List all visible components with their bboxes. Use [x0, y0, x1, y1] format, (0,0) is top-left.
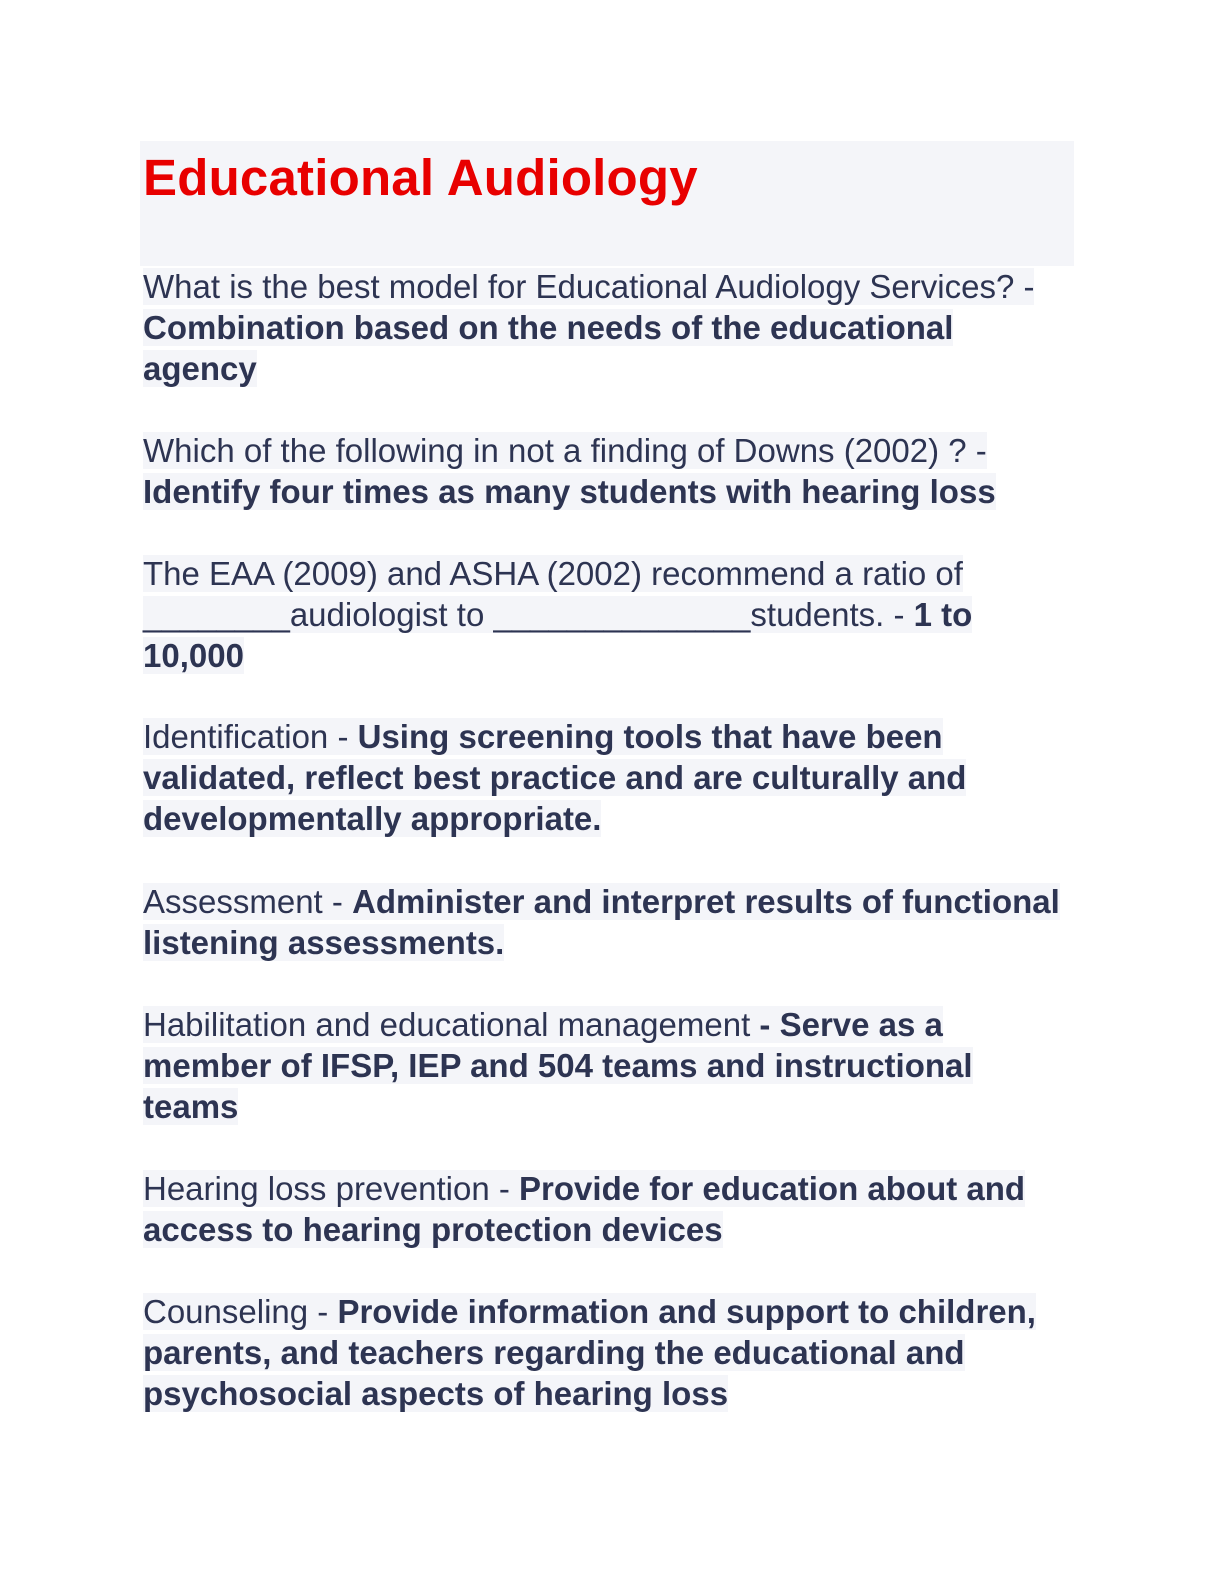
qa-question: Identification - [143, 718, 358, 755]
title-block [140, 141, 1074, 266]
qa-answer: - Serve as a member of IFSP, IEP and 504 teams and instructional teams [143, 1006, 973, 1125]
qa-item [143, 1291, 1073, 1414]
document-title: Educational Audiology [143, 149, 698, 206]
qa-answer: Administer and interpret results of functional listening assessments. [143, 883, 1060, 961]
qa-item [143, 716, 1073, 839]
qa-item [143, 266, 1073, 389]
qa-item [143, 881, 1073, 963]
qa-answer: Combination based on the needs of the educational agency [143, 309, 954, 387]
qa-question: What is the best model for Educational Audiology Services? - [143, 268, 1035, 305]
qa-item [143, 430, 1073, 512]
qa-item [143, 1004, 1073, 1127]
qa-answer: 1 to 10,000 [143, 596, 973, 674]
qa-question: Assessment - [143, 883, 353, 920]
qa-question: Habilitation and educational management [143, 1006, 760, 1043]
qa-answer: Provide for education about and access to hearing protection devices [143, 1170, 1026, 1248]
qa-answer: Provide information and support to children, parents, and teachers regarding the educational and psychosocial aspects of hearing loss [143, 1293, 1036, 1412]
qa-item [143, 1168, 1073, 1250]
qa-answer: Identify four times as many students with hearing loss [143, 473, 996, 510]
qa-question: Hearing loss prevention - [143, 1170, 520, 1207]
qa-question: Counseling - [143, 1293, 338, 1330]
qa-item [143, 553, 1073, 676]
qa-question: Which of the following in not a finding of Downs (2002) ? - [143, 432, 987, 469]
qa-answer: Using screening tools that have been validated, reflect best practice and are culturally and developmentally appropriate. [143, 718, 967, 837]
qa-question: The EAA (2009) and ASHA (2002) recommend a ratio of ________audiologist to ______________students. - [143, 555, 963, 633]
